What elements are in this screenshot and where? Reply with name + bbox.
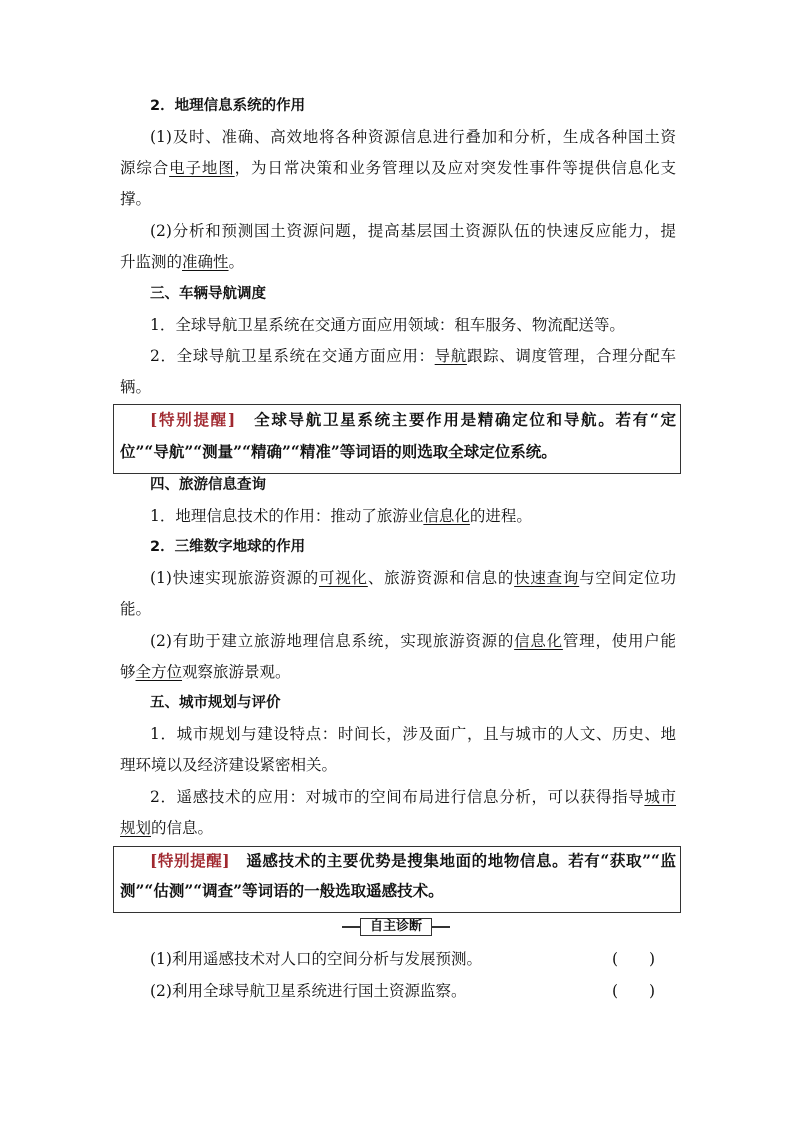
- key-term: 电子地图: [169, 159, 235, 177]
- reminder-line: 位”“导航”“测量”“精确”“精准”等词语的则选取全球定位系统。: [120, 442, 557, 461]
- paragraph-line: 1．全球导航卫星系统在交通方面应用领域：租车服务、物流配送等。: [150, 316, 625, 334]
- reminder-line: 测”“估测”“调查”等词语的一般选取遥感技术。: [120, 881, 444, 900]
- section-heading-digital-earth: 2．三维数字地球的作用: [150, 539, 306, 555]
- paragraph-line: 2．遥感技术的应用：对城市的空间布局进行信息分析，可以获得指导城市: [150, 788, 676, 806]
- self-diagnosis-banner: [342, 918, 450, 936]
- reminder-line: [特别提醒] 全球导航卫星系统主要作用是精确定位和导航。若有“定: [150, 410, 676, 429]
- key-term: 规划: [120, 819, 152, 837]
- paragraph-line: (1)快速实现旅游资源的可视化、旅游资源和信息的快速查询与空间定位功: [150, 569, 676, 587]
- paragraph-line: 2．全球导航卫星系统在交通方面应用：导航跟踪、调度管理，合理分配车: [150, 347, 676, 365]
- section-heading-urban-planning: 五、城市规划与评价: [150, 695, 281, 711]
- diagnosis-question: (2)利用全球导航卫星系统进行国土资源监察。: [150, 982, 467, 1000]
- reminder-label: [特别提醒]: [150, 410, 236, 429]
- paragraph-line: (2)分析和预测国土资源问题，提高基层国土资源队伍的快速反应能力，提: [150, 222, 676, 240]
- paragraph-line: (2)有助于建立旅游地理信息系统，实现旅游资源的信息化管理，使用户能: [150, 632, 676, 650]
- key-term: 信息化: [423, 507, 470, 525]
- reminder-line: [特别提醒] 遥感技术的主要优势是搜集地面的地物信息。若有“获取”“监: [150, 851, 676, 870]
- paragraph-line: 理环境以及经济建设紧密相关。: [120, 756, 338, 774]
- paragraph-line: 够全方位观察旅游景观。: [120, 663, 291, 681]
- paragraph-line: 1．地理信息技术的作用：推动了旅游业信息化的进程。: [150, 507, 532, 525]
- key-term: 导航: [434, 347, 467, 365]
- key-term: 信息化: [514, 632, 563, 650]
- key-term: 全方位: [135, 663, 183, 681]
- paragraph-line: 规划的信息。: [120, 819, 214, 837]
- paragraph-line: (1)及时、准确、高效地将各种资源信息进行叠加和分析，生成各种国土资: [150, 128, 676, 146]
- key-term: 城市: [644, 788, 676, 806]
- answer-blank[interactable]: ( ): [612, 982, 656, 1000]
- answer-blank[interactable]: ( ): [612, 950, 656, 968]
- section-heading-gis-role: 2．地理信息系统的作用: [150, 98, 306, 114]
- section-heading-tourism: 四、旅游信息查询: [150, 477, 266, 493]
- paragraph-line: 撑。: [120, 190, 152, 208]
- self-diagnosis-title: 自主诊断: [360, 918, 432, 936]
- key-term: 准确性: [182, 253, 229, 271]
- paragraph-line: 升监测的准确性。: [120, 253, 245, 271]
- key-term: 快速查询: [514, 569, 580, 587]
- key-term: 可视化: [319, 569, 368, 587]
- reminder-label: [特别提醒]: [150, 851, 230, 870]
- paragraph-line: 源综合电子地图，为日常决策和业务管理以及应对突发性事件等提供信息化支: [120, 159, 676, 177]
- paragraph-line: 1．城市规划与建设特点：时间长，涉及面广，且与城市的人文、历史、地: [150, 725, 676, 743]
- paragraph-line: 能。: [120, 600, 152, 618]
- diagnosis-question: (1)利用遥感技术对人口的空间分析与发展预测。: [150, 950, 482, 968]
- section-heading-vehicle-navigation: 三、车辆导航调度: [150, 286, 266, 302]
- paragraph-line: 辆。: [120, 378, 152, 396]
